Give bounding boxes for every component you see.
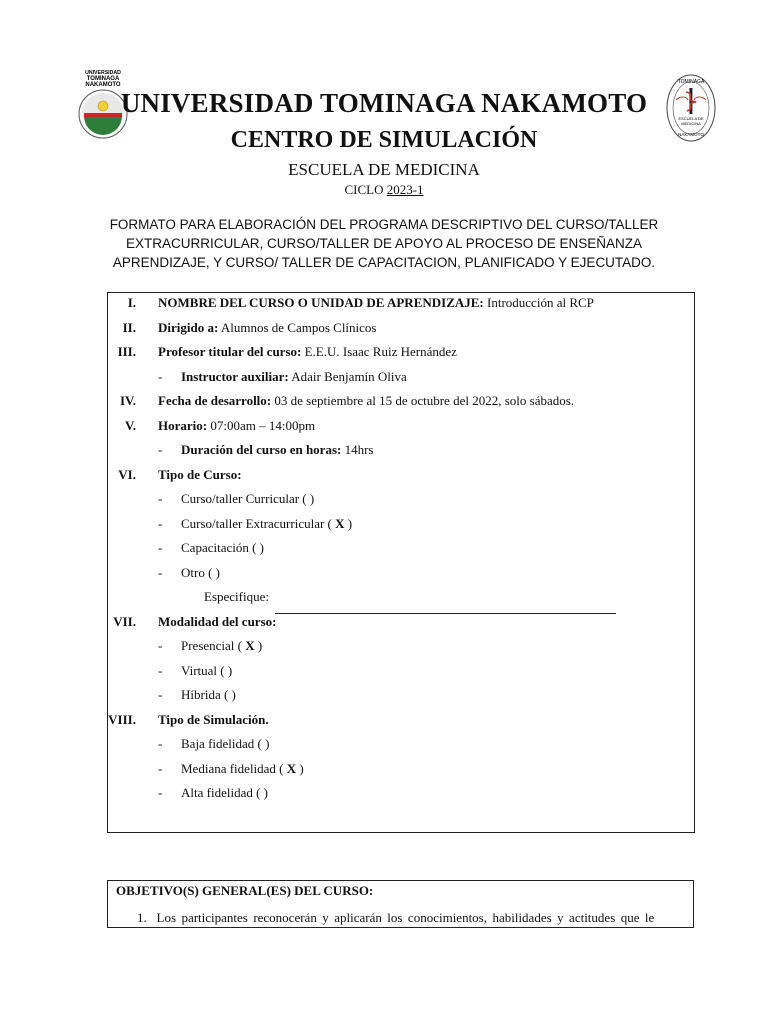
dates-value: 03 de septiembre al 15 de octubre del 2022, solo sábados. — [271, 393, 575, 408]
field-label: Dirigido a: — [158, 320, 219, 335]
format-title: FORMATO PARA ELABORACIÓN DEL PROGRAMA DESCRIPTIVO DEL CURSO/TALLER EXTRACURRICULAR, CURSO/TALLER DE APOYO AL PROCESO DE ENSEÑANZA APRENDIZAJE, Y CURSO/ TALLER DE CAPACITACION, PLANIFICADO Y EJECUTADO. — [109, 217, 659, 270]
modality-option — [0, 687, 768, 707]
logo-text-2: TOMINAGA — [86, 76, 120, 82]
option-text: Alta fidelidad ( ) — [181, 785, 268, 800]
option-text: Curso/taller Curricular ( ) — [181, 491, 315, 506]
option-text: Virtual ( ) — [181, 663, 233, 678]
course-name-value: Introducción al RCP — [483, 295, 594, 310]
option-text: Híbrida ( ) — [181, 687, 236, 702]
instructor-value: Adair Benjamín Oliva — [288, 369, 407, 384]
section-simulation-row — [0, 712, 768, 732]
list-dash: - — [158, 369, 163, 384]
course-type-option — [0, 491, 768, 511]
selected-mark: X — [245, 638, 255, 653]
field-label: Instructor auxiliar: — [181, 369, 289, 384]
modality-option — [0, 663, 768, 683]
list-dash: - — [158, 491, 163, 506]
cycle-label: CICLO — [344, 182, 387, 197]
section-number: V. — [125, 418, 136, 433]
field-label: Horario: — [158, 418, 208, 433]
list-dash: - — [158, 785, 163, 800]
section-number: VIII. — [108, 712, 136, 727]
option-close: ) — [344, 516, 353, 531]
list-dash: - — [158, 687, 163, 702]
section-professor-row — [0, 344, 768, 364]
field-label: Profesor titular del curso: — [158, 344, 302, 359]
objective-item — [137, 910, 687, 926]
section-number: VI. — [118, 467, 136, 482]
field-label: NOMBRE DEL CURSO O UNIDAD DE APRENDIZAJE: — [158, 295, 484, 310]
field-label: Modalidad del curso: — [158, 614, 277, 629]
section-audience-row — [0, 320, 768, 340]
university-title: UNIVERSIDAD TOMINAGA NAKAMOTO — [120, 88, 648, 118]
simulation-option — [0, 785, 768, 805]
field-label: Fecha de desarrollo: — [158, 393, 272, 408]
logo-right-text-2: ESCUELA DE — [678, 116, 704, 121]
duration-row — [0, 442, 768, 462]
list-dash: - — [158, 516, 163, 531]
logo-text-3: NAKAMOTO — [85, 82, 121, 88]
list-dash: - — [158, 736, 163, 751]
field-label: Tipo de Simulación. — [158, 712, 269, 727]
option-text: Mediana fidelidad ( — [181, 761, 287, 776]
cycle-line — [0, 182, 768, 198]
logo-right-text-1: TOMINAGA — [677, 79, 705, 85]
schedule-value: 07:00am – 14:00pm — [207, 418, 316, 433]
course-type-option — [0, 516, 768, 536]
option-text: Presencial ( — [181, 638, 246, 653]
course-type-option — [0, 540, 768, 560]
list-dash: - — [158, 442, 163, 457]
cycle-value: 2023-1 — [386, 182, 424, 197]
selected-mark: X — [286, 761, 297, 776]
objective-number: 1. — [137, 910, 147, 925]
logo-text-1: UNIVERSIDAD — [85, 70, 121, 76]
center-title: CENTRO DE SIMULACIÓN — [230, 127, 538, 153]
logo-right-text-4: NAKAMOTO — [678, 132, 704, 137]
list-dash: - — [158, 638, 163, 653]
modality-option — [0, 638, 768, 658]
section-course-type-row — [0, 467, 768, 487]
specify-label: Especifique: — [204, 589, 269, 604]
duration-value: 14hrs — [341, 442, 374, 457]
simulation-option — [0, 761, 768, 781]
school-title: ESCUELA DE MEDICINA — [288, 160, 480, 179]
specify-row — [0, 589, 768, 609]
audience-value: Alumnos de Campos Clínicos — [218, 320, 377, 335]
section-number: IV. — [119, 393, 136, 408]
list-dash: - — [158, 663, 163, 678]
objective-text: Los participantes reconocerán y aplicarán los conocimientos, habilidades y actitudes que le — [156, 910, 655, 925]
option-text: Otro ( ) — [181, 565, 220, 580]
simulation-option — [0, 736, 768, 756]
list-dash: - — [158, 761, 163, 776]
section-number: III. — [117, 344, 136, 359]
instructor-row — [0, 369, 768, 389]
section-name-row — [0, 295, 768, 315]
option-text: Curso/taller Extracurricular ( — [181, 516, 336, 531]
professor-value: E.E.U. Isaac Ruiz Hernández — [301, 344, 457, 359]
field-label: Duración del curso en horas: — [181, 442, 342, 457]
option-close: ) — [254, 638, 263, 653]
section-number: II. — [122, 320, 136, 335]
list-dash: - — [158, 540, 163, 555]
section-number: VII. — [113, 614, 136, 629]
option-text: Baja fidelidad ( ) — [181, 736, 270, 751]
option-close: ) — [296, 761, 304, 776]
field-label: Tipo de Curso: — [158, 467, 242, 482]
course-type-option — [0, 565, 768, 585]
section-dates-row — [0, 393, 768, 413]
section-number: I. — [127, 295, 136, 310]
logo-right-text-3: MEDICINA — [681, 121, 701, 126]
option-text: Capacitación ( ) — [181, 540, 265, 555]
list-dash: - — [158, 565, 163, 580]
section-modality-row — [0, 614, 768, 634]
objectives-heading: OBJETIVO(S) GENERAL(ES) DEL CURSO: — [116, 883, 374, 898]
section-schedule-row — [0, 418, 768, 438]
selected-mark: X — [335, 516, 345, 531]
